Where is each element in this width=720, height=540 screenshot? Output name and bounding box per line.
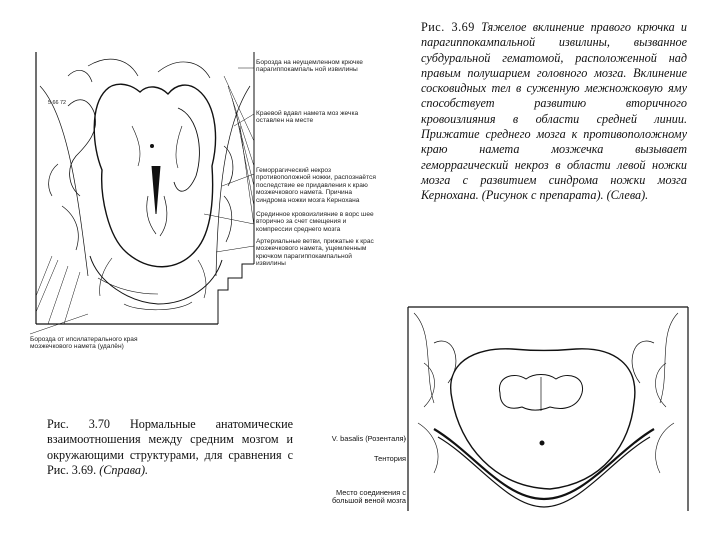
caption-3-69-number: Рис. 3.69: [421, 20, 475, 34]
caption-3-70: [47, 417, 293, 478]
figure-3-69-label-duret-haemorrhage: Срединное кровоизлияние в ворс шее вторично за счет смещения и компрессии среднего мозга: [256, 211, 374, 233]
figure-3-69-label-uncus-groove: Борозда на неущемленном крючке парагиппокампаль ной извилины: [256, 59, 363, 74]
figure-3-70-drawing: [404, 303, 694, 525]
figure-3-70: [331, 303, 694, 525]
caption-3-70-side: (Справа).: [99, 462, 149, 477]
figure-3-69-label-ipsilateral-groove: Борозда от ипсилатерального края мозжечкового намета (удалён): [30, 336, 138, 351]
caption-3-70-text: Нормальные анатомические взаимоотношения между средним мозгом и окружающими структурами, для сравнения с Рис. 3.69.: [47, 417, 294, 477]
caption-3-70-number: Рис. 3.70: [47, 417, 111, 431]
caption-3-69-side: (Слева).: [606, 188, 649, 203]
caption-3-69: [421, 20, 687, 204]
figure-3-69-label-tentorium-edge: Краевой вдавл намета моз жечка оставлен на месте: [256, 110, 359, 125]
figure-3-69-corner-mark: 5 66 72: [48, 100, 66, 106]
figure-3-69-label-kernohan-notch: Геморрагический некроз противоположной ножки, распознаётся последствие ее придавления к краю мозжечкового намета. Причина синдрома ножки мозга Кернохана: [256, 167, 376, 204]
figure-3-70-label-tentorium: Тентория: [374, 454, 406, 463]
figure-3-69: [28, 46, 378, 351]
figure-3-69-label-arterial-branches: Артериальные ветви, прижатые к крас мозжечкового намета, ущемленным крючком парагиппокампальной извилины: [256, 238, 374, 268]
figure-3-70-label-junction: Место соединения с большой веной мозга: [331, 488, 406, 506]
figure-3-70-label-basalis: V. basalis (Розенталя): [331, 434, 406, 443]
caption-3-69-text: Тяжелое вклинение правого крючка и парагиппокампальной извилины, вызванное субдуральной гематомой, расположенной над правым полушарием головного мозга. Вклинение сосковидных тел в суженную межножковую яму способствует развитию вторичного кровоизлияния в области средней линии. Прижатие среднего мозга к противоположному краю намета мозжечка вызывает геморрагический некроз в области левой ножки мозга с развитием синдрома ножки мозга Кернохана. (Рисунок с препарата).: [421, 20, 688, 203]
